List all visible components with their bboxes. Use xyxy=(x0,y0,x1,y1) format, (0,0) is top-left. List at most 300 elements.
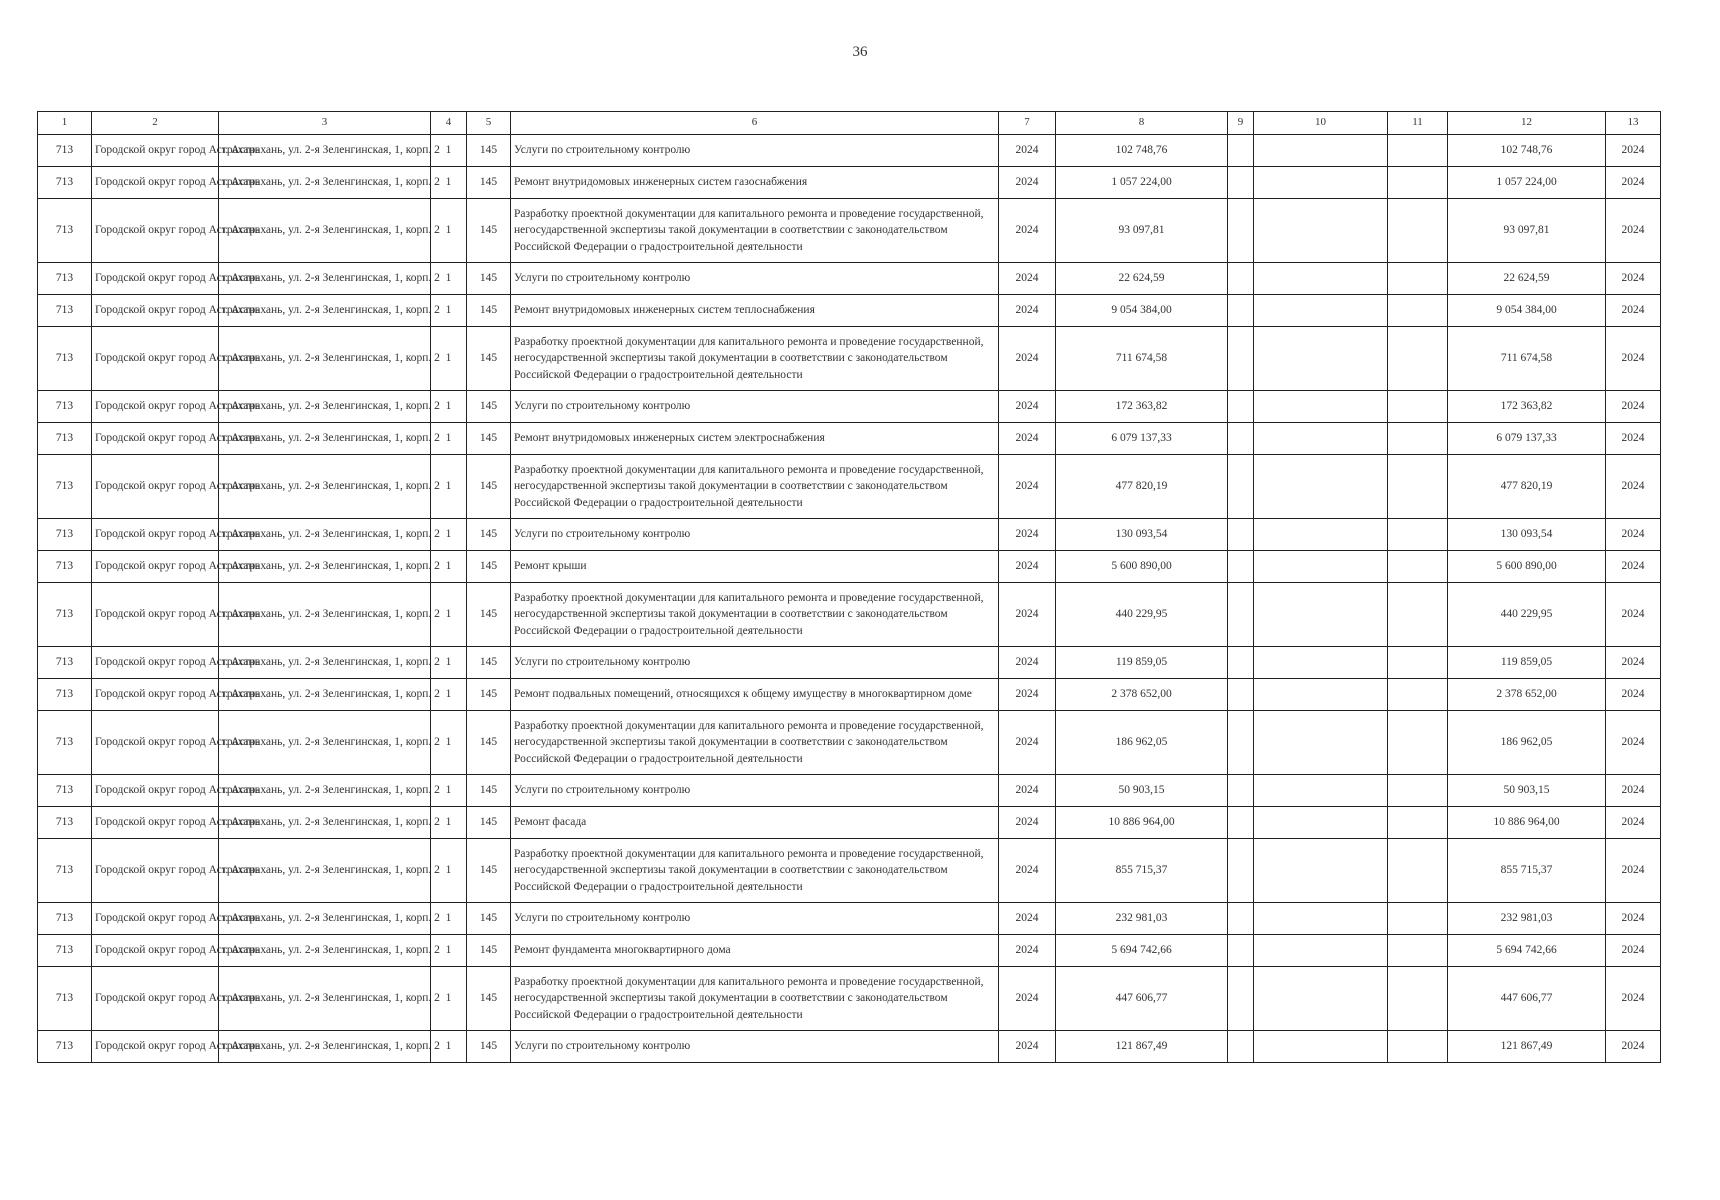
address-cell: г. Астрахань, ул. 2-я Зеленгинская, 1, корп. 2 xyxy=(219,519,431,551)
completion-year-cell: 2024 xyxy=(1606,167,1661,199)
empty-cell xyxy=(1254,903,1388,935)
empty-cell xyxy=(1388,551,1448,583)
empty-cell xyxy=(1388,455,1448,519)
address-cell: г. Астрахань, ул. 2-я Зеленгинская, 1, корп. 2 xyxy=(219,263,431,295)
address-cell: г. Астрахань, ул. 2-я Зеленгинская, 1, корп. 2 xyxy=(219,935,431,967)
completion-year-cell: 2024 xyxy=(1606,583,1661,647)
work-type-cell: Ремонт внутридомовых инженерных систем теплоснабжения xyxy=(511,295,999,327)
year-cell: 2024 xyxy=(999,935,1056,967)
address-cell: г. Астрахань, ул. 2-я Зеленгинская, 1, корп. 2 xyxy=(219,135,431,167)
column-header: 10 xyxy=(1254,112,1388,135)
work-type-cell: Услуги по строительному контролю xyxy=(511,647,999,679)
empty-cell xyxy=(1254,1031,1388,1063)
total-cost-cell: 5 694 742,66 xyxy=(1056,935,1228,967)
page-number: 36 xyxy=(852,44,868,60)
completion-year-cell: 2024 xyxy=(1606,455,1661,519)
code-cell: 145 xyxy=(467,295,511,327)
year-cell: 2024 xyxy=(999,551,1056,583)
municipality-cell: Городской округ город Астрахань xyxy=(92,519,219,551)
row-code-cell: 713 xyxy=(38,263,92,295)
empty-cell xyxy=(1388,1031,1448,1063)
number-cell: 1 xyxy=(431,199,467,263)
empty-cell xyxy=(1228,647,1254,679)
fund-cost-cell: 93 097,81 xyxy=(1448,199,1606,263)
table-row xyxy=(38,775,1661,807)
table-row xyxy=(38,903,1661,935)
row-code-cell: 713 xyxy=(38,391,92,423)
code-cell: 145 xyxy=(467,391,511,423)
total-cost-cell: 121 867,49 xyxy=(1056,1031,1228,1063)
empty-cell xyxy=(1254,775,1388,807)
empty-cell xyxy=(1228,775,1254,807)
year-cell: 2024 xyxy=(999,679,1056,711)
work-type-cell: Услуги по строительному контролю xyxy=(511,135,999,167)
empty-cell xyxy=(1254,583,1388,647)
row-code-cell: 713 xyxy=(38,519,92,551)
completion-year-cell: 2024 xyxy=(1606,903,1661,935)
number-cell: 1 xyxy=(431,391,467,423)
code-cell: 145 xyxy=(467,1031,511,1063)
year-cell: 2024 xyxy=(999,839,1056,903)
code-cell: 145 xyxy=(467,711,511,775)
address-cell: г. Астрахань, ул. 2-я Зеленгинская, 1, корп. 2 xyxy=(219,199,431,263)
code-cell: 145 xyxy=(467,839,511,903)
number-cell: 1 xyxy=(431,167,467,199)
column-header: 4 xyxy=(431,112,467,135)
work-type-cell: Услуги по строительному контролю xyxy=(511,263,999,295)
address-cell: г. Астрахань, ул. 2-я Зеленгинская, 1, корп. 2 xyxy=(219,423,431,455)
municipality-cell: Городской округ город Астрахань xyxy=(92,775,219,807)
fund-cost-cell: 1 057 224,00 xyxy=(1448,167,1606,199)
fund-cost-cell: 172 363,82 xyxy=(1448,391,1606,423)
total-cost-cell: 93 097,81 xyxy=(1056,199,1228,263)
total-cost-cell: 10 886 964,00 xyxy=(1056,807,1228,839)
number-cell: 1 xyxy=(431,967,467,1031)
column-header: 2 xyxy=(92,112,219,135)
number-cell: 1 xyxy=(431,775,467,807)
municipality-cell: Городской округ город Астрахань xyxy=(92,967,219,1031)
number-cell: 1 xyxy=(431,1031,467,1063)
row-code-cell: 713 xyxy=(38,423,92,455)
empty-cell xyxy=(1254,295,1388,327)
empty-cell xyxy=(1228,551,1254,583)
municipality-cell: Городской округ город Астрахань xyxy=(92,327,219,391)
municipality-cell: Городской округ город Астрахань xyxy=(92,711,219,775)
fund-cost-cell: 855 715,37 xyxy=(1448,839,1606,903)
code-cell: 145 xyxy=(467,775,511,807)
completion-year-cell: 2024 xyxy=(1606,807,1661,839)
empty-cell xyxy=(1388,295,1448,327)
empty-cell xyxy=(1228,967,1254,1031)
empty-cell xyxy=(1388,839,1448,903)
code-cell: 145 xyxy=(467,967,511,1031)
code-cell: 145 xyxy=(467,647,511,679)
address-cell: г. Астрахань, ул. 2-я Зеленгинская, 1, корп. 2 xyxy=(219,1031,431,1063)
fund-cost-cell: 102 748,76 xyxy=(1448,135,1606,167)
table-row xyxy=(38,167,1661,199)
code-cell: 145 xyxy=(467,423,511,455)
empty-cell xyxy=(1254,679,1388,711)
table-row xyxy=(38,647,1661,679)
work-type-cell: Разработку проектной документации для капитального ремонта и проведение государственной, негосударственной экспертизы такой документации в соответствии с законодательством Российской Федерации о градостроительной деятельности xyxy=(511,967,999,1031)
address-cell: г. Астрахань, ул. 2-я Зеленгинская, 1, корп. 2 xyxy=(219,583,431,647)
total-cost-cell: 232 981,03 xyxy=(1056,903,1228,935)
empty-cell xyxy=(1228,711,1254,775)
empty-cell xyxy=(1228,583,1254,647)
total-cost-cell: 50 903,15 xyxy=(1056,775,1228,807)
code-cell: 145 xyxy=(467,263,511,295)
row-code-cell: 713 xyxy=(38,839,92,903)
table-row xyxy=(38,391,1661,423)
fund-cost-cell: 6 079 137,33 xyxy=(1448,423,1606,455)
empty-cell xyxy=(1254,263,1388,295)
table-row xyxy=(38,1031,1661,1063)
empty-cell xyxy=(1228,423,1254,455)
empty-cell xyxy=(1388,903,1448,935)
column-header: 5 xyxy=(467,112,511,135)
year-cell: 2024 xyxy=(999,807,1056,839)
empty-cell xyxy=(1254,839,1388,903)
empty-cell xyxy=(1388,935,1448,967)
code-cell: 145 xyxy=(467,327,511,391)
completion-year-cell: 2024 xyxy=(1606,327,1661,391)
year-cell: 2024 xyxy=(999,423,1056,455)
empty-cell xyxy=(1254,327,1388,391)
empty-cell xyxy=(1228,1031,1254,1063)
empty-cell xyxy=(1388,583,1448,647)
fund-cost-cell: 447 606,77 xyxy=(1448,967,1606,1031)
municipality-cell: Городской округ город Астрахань xyxy=(92,647,219,679)
address-cell: г. Астрахань, ул. 2-я Зеленгинская, 1, корп. 2 xyxy=(219,903,431,935)
table-row xyxy=(38,839,1661,903)
total-cost-cell: 22 624,59 xyxy=(1056,263,1228,295)
completion-year-cell: 2024 xyxy=(1606,839,1661,903)
work-type-cell: Ремонт фасада xyxy=(511,807,999,839)
code-cell: 145 xyxy=(467,903,511,935)
municipality-cell: Городской округ город Астрахань xyxy=(92,263,219,295)
column-header: 7 xyxy=(999,112,1056,135)
year-cell: 2024 xyxy=(999,1031,1056,1063)
table-row xyxy=(38,519,1661,551)
year-cell: 2024 xyxy=(999,295,1056,327)
total-cost-cell: 6 079 137,33 xyxy=(1056,423,1228,455)
completion-year-cell: 2024 xyxy=(1606,711,1661,775)
year-cell: 2024 xyxy=(999,327,1056,391)
fund-cost-cell: 50 903,15 xyxy=(1448,775,1606,807)
total-cost-cell: 711 674,58 xyxy=(1056,327,1228,391)
number-cell: 1 xyxy=(431,583,467,647)
code-cell: 145 xyxy=(467,551,511,583)
table-row xyxy=(38,423,1661,455)
empty-cell xyxy=(1254,647,1388,679)
column-header: 9 xyxy=(1228,112,1254,135)
year-cell: 2024 xyxy=(999,967,1056,1031)
row-code-cell: 713 xyxy=(38,903,92,935)
year-cell: 2024 xyxy=(999,135,1056,167)
completion-year-cell: 2024 xyxy=(1606,263,1661,295)
table-row xyxy=(38,967,1661,1031)
row-code-cell: 713 xyxy=(38,647,92,679)
municipality-cell: Городской округ город Астрахань xyxy=(92,135,219,167)
address-cell: г. Астрахань, ул. 2-я Зеленгинская, 1, корп. 2 xyxy=(219,295,431,327)
empty-cell xyxy=(1254,967,1388,1031)
completion-year-cell: 2024 xyxy=(1606,551,1661,583)
year-cell: 2024 xyxy=(999,263,1056,295)
year-cell: 2024 xyxy=(999,775,1056,807)
column-header: 13 xyxy=(1606,112,1661,135)
row-code-cell: 713 xyxy=(38,167,92,199)
empty-cell xyxy=(1228,135,1254,167)
completion-year-cell: 2024 xyxy=(1606,647,1661,679)
empty-cell xyxy=(1228,903,1254,935)
row-code-cell: 713 xyxy=(38,551,92,583)
fund-cost-cell: 9 054 384,00 xyxy=(1448,295,1606,327)
work-type-cell: Ремонт крыши xyxy=(511,551,999,583)
completion-year-cell: 2024 xyxy=(1606,295,1661,327)
empty-cell xyxy=(1388,199,1448,263)
fund-cost-cell: 5 600 890,00 xyxy=(1448,551,1606,583)
empty-cell xyxy=(1388,807,1448,839)
year-cell: 2024 xyxy=(999,903,1056,935)
municipality-cell: Городской округ город Астрахань xyxy=(92,455,219,519)
row-code-cell: 713 xyxy=(38,135,92,167)
code-cell: 145 xyxy=(467,135,511,167)
total-cost-cell: 2 378 652,00 xyxy=(1056,679,1228,711)
code-cell: 145 xyxy=(467,199,511,263)
fund-cost-cell: 130 093,54 xyxy=(1448,519,1606,551)
municipality-cell: Городской округ город Астрахань xyxy=(92,839,219,903)
work-type-cell: Услуги по строительному контролю xyxy=(511,519,999,551)
table-row xyxy=(38,199,1661,263)
year-cell: 2024 xyxy=(999,711,1056,775)
row-code-cell: 713 xyxy=(38,583,92,647)
municipality-cell: Городской округ город Астрахань xyxy=(92,423,219,455)
address-cell: г. Астрахань, ул. 2-я Зеленгинская, 1, корп. 2 xyxy=(219,679,431,711)
empty-cell xyxy=(1228,679,1254,711)
year-cell: 2024 xyxy=(999,519,1056,551)
row-code-cell: 713 xyxy=(38,455,92,519)
empty-cell xyxy=(1388,167,1448,199)
empty-cell xyxy=(1228,839,1254,903)
total-cost-cell: 5 600 890,00 xyxy=(1056,551,1228,583)
address-cell: г. Астрахань, ул. 2-я Зеленгинская, 1, корп. 2 xyxy=(219,551,431,583)
table-row xyxy=(38,263,1661,295)
empty-cell xyxy=(1228,167,1254,199)
year-cell: 2024 xyxy=(999,391,1056,423)
table-row xyxy=(38,679,1661,711)
code-cell: 145 xyxy=(467,167,511,199)
empty-cell xyxy=(1254,935,1388,967)
fund-cost-cell: 119 859,05 xyxy=(1448,647,1606,679)
column-header: 8 xyxy=(1056,112,1228,135)
empty-cell xyxy=(1254,711,1388,775)
empty-cell xyxy=(1254,423,1388,455)
column-header: 3 xyxy=(219,112,431,135)
row-code-cell: 713 xyxy=(38,935,92,967)
code-cell: 145 xyxy=(467,455,511,519)
fund-cost-cell: 5 694 742,66 xyxy=(1448,935,1606,967)
year-cell: 2024 xyxy=(999,647,1056,679)
work-type-cell: Услуги по строительному контролю xyxy=(511,903,999,935)
empty-cell xyxy=(1228,295,1254,327)
work-type-cell: Ремонт подвальных помещений, относящихся к общему имуществу в многоквартирном доме xyxy=(511,679,999,711)
work-type-cell: Разработку проектной документации для капитального ремонта и проведение государственной, негосударственной экспертизы такой документации в соответствии с законодательством Российской Федерации о градостроительной деятельности xyxy=(511,455,999,519)
empty-cell xyxy=(1228,807,1254,839)
fund-cost-cell: 186 962,05 xyxy=(1448,711,1606,775)
fund-cost-cell: 477 820,19 xyxy=(1448,455,1606,519)
number-cell: 1 xyxy=(431,839,467,903)
code-cell: 145 xyxy=(467,807,511,839)
work-type-cell: Услуги по строительному контролю xyxy=(511,1031,999,1063)
address-cell: г. Астрахань, ул. 2-я Зеленгинская, 1, корп. 2 xyxy=(219,327,431,391)
fund-cost-cell: 711 674,58 xyxy=(1448,327,1606,391)
table-row xyxy=(38,327,1661,391)
completion-year-cell: 2024 xyxy=(1606,391,1661,423)
fund-cost-cell: 22 624,59 xyxy=(1448,263,1606,295)
number-cell: 1 xyxy=(431,455,467,519)
empty-cell xyxy=(1388,519,1448,551)
empty-cell xyxy=(1254,199,1388,263)
empty-cell xyxy=(1388,327,1448,391)
municipality-cell: Городской округ город Астрахань xyxy=(92,679,219,711)
number-cell: 1 xyxy=(431,263,467,295)
number-cell: 1 xyxy=(431,551,467,583)
empty-cell xyxy=(1388,423,1448,455)
number-cell: 1 xyxy=(431,135,467,167)
empty-cell xyxy=(1228,327,1254,391)
column-header: 11 xyxy=(1388,112,1448,135)
municipality-cell: Городской округ город Астрахань xyxy=(92,199,219,263)
table-row xyxy=(38,935,1661,967)
empty-cell xyxy=(1254,551,1388,583)
column-header: 6 xyxy=(511,112,999,135)
work-type-cell: Услуги по строительному контролю xyxy=(511,391,999,423)
table-row xyxy=(38,295,1661,327)
row-code-cell: 713 xyxy=(38,775,92,807)
empty-cell xyxy=(1254,519,1388,551)
completion-year-cell: 2024 xyxy=(1606,679,1661,711)
municipality-cell: Городской округ город Астрахань xyxy=(92,583,219,647)
number-cell: 1 xyxy=(431,519,467,551)
fund-cost-cell: 232 981,03 xyxy=(1448,903,1606,935)
table-row xyxy=(38,551,1661,583)
fund-cost-cell: 2 378 652,00 xyxy=(1448,679,1606,711)
address-cell: г. Астрахань, ул. 2-я Зеленгинская, 1, корп. 2 xyxy=(219,647,431,679)
row-code-cell: 713 xyxy=(38,967,92,1031)
year-cell: 2024 xyxy=(999,583,1056,647)
work-type-cell: Ремонт фундамента многоквартирного дома xyxy=(511,935,999,967)
empty-cell xyxy=(1228,935,1254,967)
year-cell: 2024 xyxy=(999,455,1056,519)
address-cell: г. Астрахань, ул. 2-я Зеленгинская, 1, корп. 2 xyxy=(219,967,431,1031)
code-cell: 145 xyxy=(467,679,511,711)
fund-cost-cell: 440 229,95 xyxy=(1448,583,1606,647)
number-cell: 1 xyxy=(431,679,467,711)
municipality-cell: Городской округ город Астрахань xyxy=(92,391,219,423)
row-code-cell: 713 xyxy=(38,327,92,391)
number-cell: 1 xyxy=(431,295,467,327)
code-cell: 145 xyxy=(467,519,511,551)
completion-year-cell: 2024 xyxy=(1606,199,1661,263)
work-type-cell: Ремонт внутридомовых инженерных систем газоснабжения xyxy=(511,167,999,199)
total-cost-cell: 130 093,54 xyxy=(1056,519,1228,551)
number-cell: 1 xyxy=(431,903,467,935)
municipality-cell: Городской округ город Астрахань xyxy=(92,903,219,935)
total-cost-cell: 9 054 384,00 xyxy=(1056,295,1228,327)
completion-year-cell: 2024 xyxy=(1606,1031,1661,1063)
work-type-cell: Разработку проектной документации для капитального ремонта и проведение государственной, негосударственной экспертизы такой документации в соответствии с законодательством Российской Федерации о градостроительной деятельности xyxy=(511,711,999,775)
empty-cell xyxy=(1254,391,1388,423)
column-header: 1 xyxy=(38,112,92,135)
empty-cell xyxy=(1254,807,1388,839)
total-cost-cell: 440 229,95 xyxy=(1056,583,1228,647)
address-cell: г. Астрахань, ул. 2-я Зеленгинская, 1, корп. 2 xyxy=(219,775,431,807)
work-type-cell: Ремонт внутридомовых инженерных систем электроснабжения xyxy=(511,423,999,455)
row-code-cell: 713 xyxy=(38,711,92,775)
municipality-cell: Городской округ город Астрахань xyxy=(92,935,219,967)
work-type-cell: Разработку проектной документации для капитального ремонта и проведение государственной, негосударственной экспертизы такой документации в соответствии с законодательством Российской Федерации о градостроительной деятельности xyxy=(511,583,999,647)
empty-cell xyxy=(1388,263,1448,295)
completion-year-cell: 2024 xyxy=(1606,775,1661,807)
empty-cell xyxy=(1388,775,1448,807)
empty-cell xyxy=(1388,135,1448,167)
table-row xyxy=(38,711,1661,775)
table-row xyxy=(38,135,1661,167)
completion-year-cell: 2024 xyxy=(1606,135,1661,167)
total-cost-cell: 477 820,19 xyxy=(1056,455,1228,519)
number-cell: 1 xyxy=(431,935,467,967)
total-cost-cell: 172 363,82 xyxy=(1056,391,1228,423)
empty-cell xyxy=(1228,263,1254,295)
work-type-cell: Разработку проектной документации для капитального ремонта и проведение государственной, негосударственной экспертизы такой документации в соответствии с законодательством Российской Федерации о градостроительной деятельности xyxy=(511,839,999,903)
empty-cell xyxy=(1388,967,1448,1031)
completion-year-cell: 2024 xyxy=(1606,423,1661,455)
empty-cell xyxy=(1388,679,1448,711)
table-row xyxy=(38,583,1661,647)
total-cost-cell: 855 715,37 xyxy=(1056,839,1228,903)
row-code-cell: 713 xyxy=(38,1031,92,1063)
completion-year-cell: 2024 xyxy=(1606,967,1661,1031)
table-row xyxy=(38,807,1661,839)
row-code-cell: 713 xyxy=(38,807,92,839)
total-cost-cell: 186 962,05 xyxy=(1056,711,1228,775)
number-cell: 1 xyxy=(431,423,467,455)
address-cell: г. Астрахань, ул. 2-я Зеленгинская, 1, корп. 2 xyxy=(219,167,431,199)
empty-cell xyxy=(1388,711,1448,775)
total-cost-cell: 119 859,05 xyxy=(1056,647,1228,679)
empty-cell xyxy=(1254,455,1388,519)
work-type-cell: Разработку проектной документации для капитального ремонта и проведение государственной, негосударственной экспертизы такой документации в соответствии с законодательством Российской Федерации о градостроительной деятельности xyxy=(511,327,999,391)
repair-schedule-table xyxy=(37,111,1661,1063)
code-cell: 145 xyxy=(467,583,511,647)
municipality-cell: Городской округ город Астрахань xyxy=(92,1031,219,1063)
fund-cost-cell: 10 886 964,00 xyxy=(1448,807,1606,839)
empty-cell xyxy=(1228,199,1254,263)
empty-cell xyxy=(1254,135,1388,167)
empty-cell xyxy=(1228,455,1254,519)
total-cost-cell: 1 057 224,00 xyxy=(1056,167,1228,199)
municipality-cell: Городской округ город Астрахань xyxy=(92,551,219,583)
row-code-cell: 713 xyxy=(38,295,92,327)
row-code-cell: 713 xyxy=(38,199,92,263)
number-cell: 1 xyxy=(431,327,467,391)
table-row xyxy=(38,455,1661,519)
year-cell: 2024 xyxy=(999,167,1056,199)
address-cell: г. Астрахань, ул. 2-я Зеленгинская, 1, корп. 2 xyxy=(219,807,431,839)
address-cell: г. Астрахань, ул. 2-я Зеленгинская, 1, корп. 2 xyxy=(219,711,431,775)
work-type-cell: Услуги по строительному контролю xyxy=(511,775,999,807)
year-cell: 2024 xyxy=(999,199,1056,263)
